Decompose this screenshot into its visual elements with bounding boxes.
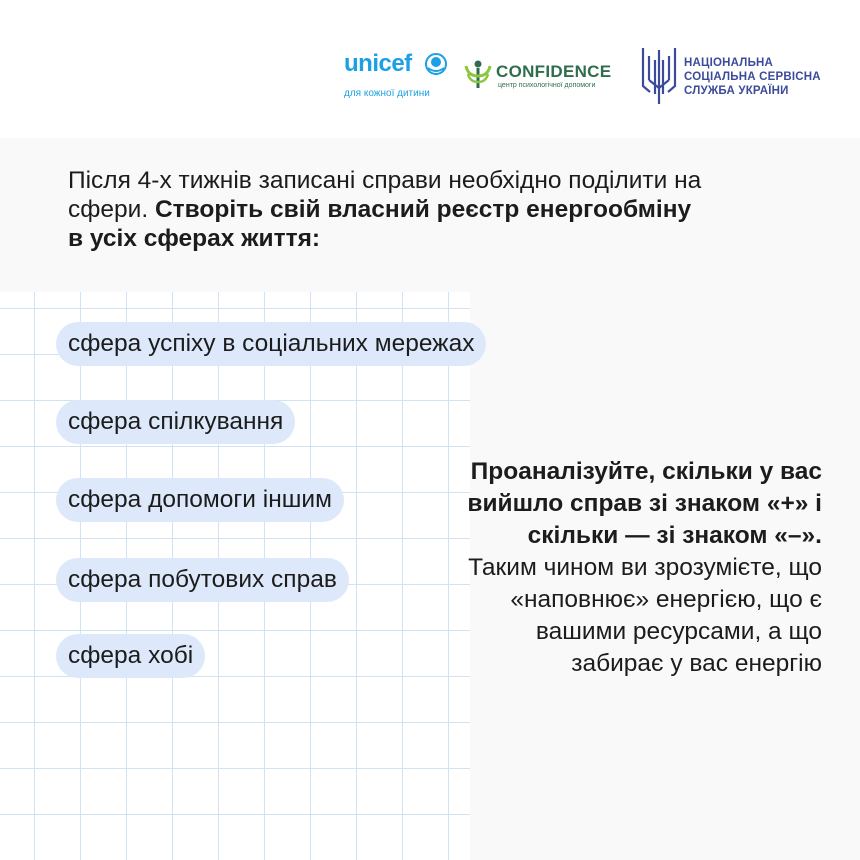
sphere-chip: сфера спілкування — [56, 400, 295, 444]
nss-line: СОЦІАЛЬНА СЕРВІСНА — [684, 71, 821, 83]
unicef-wordmark: unicef — [344, 50, 412, 77]
confidence-leaf-icon — [462, 58, 494, 90]
sphere-chip: сфера хобі — [56, 634, 205, 678]
confidence-tagline: центр психологічної допомоги — [498, 82, 596, 89]
trident-emblem-icon — [640, 46, 678, 106]
unicef-logo — [344, 50, 452, 99]
sphere-chip: сфера допомоги іншим — [56, 478, 344, 522]
nss-name — [684, 56, 821, 98]
unicef-tagline: для кожної дитини — [344, 88, 430, 99]
analysis-regular: Таким чином ви зрозумієте, що «наповнює» енергією, що є вашими ресурсами, а що забирає у вас енергію — [468, 554, 822, 677]
nss-line: СЛУЖБА УКРАЇНИ — [684, 85, 789, 97]
confidence-wordmark: CONFIDENCE — [496, 62, 612, 81]
analysis-text — [462, 456, 822, 680]
sphere-chip: сфера успіху в соціальних мережах — [56, 322, 486, 366]
intro-regular: Після 4-х тижнів записані справи необхідно поділити на сфери. — [68, 167, 702, 223]
sphere-chip: сфера побутових справ — [56, 558, 349, 602]
intro-text — [68, 166, 708, 253]
analysis-bold: Проаналізуйте, скільки у вас вийшло справ зі знаком «+» і скільки — зі знаком «–». — [467, 458, 822, 549]
intro-bold: Створіть свій власний реєстр енергообміну в усіх сферах життя: — [68, 196, 692, 252]
unicef-globe-icon — [424, 52, 448, 76]
nss-line: НАЦІОНАЛЬНА — [684, 57, 774, 69]
